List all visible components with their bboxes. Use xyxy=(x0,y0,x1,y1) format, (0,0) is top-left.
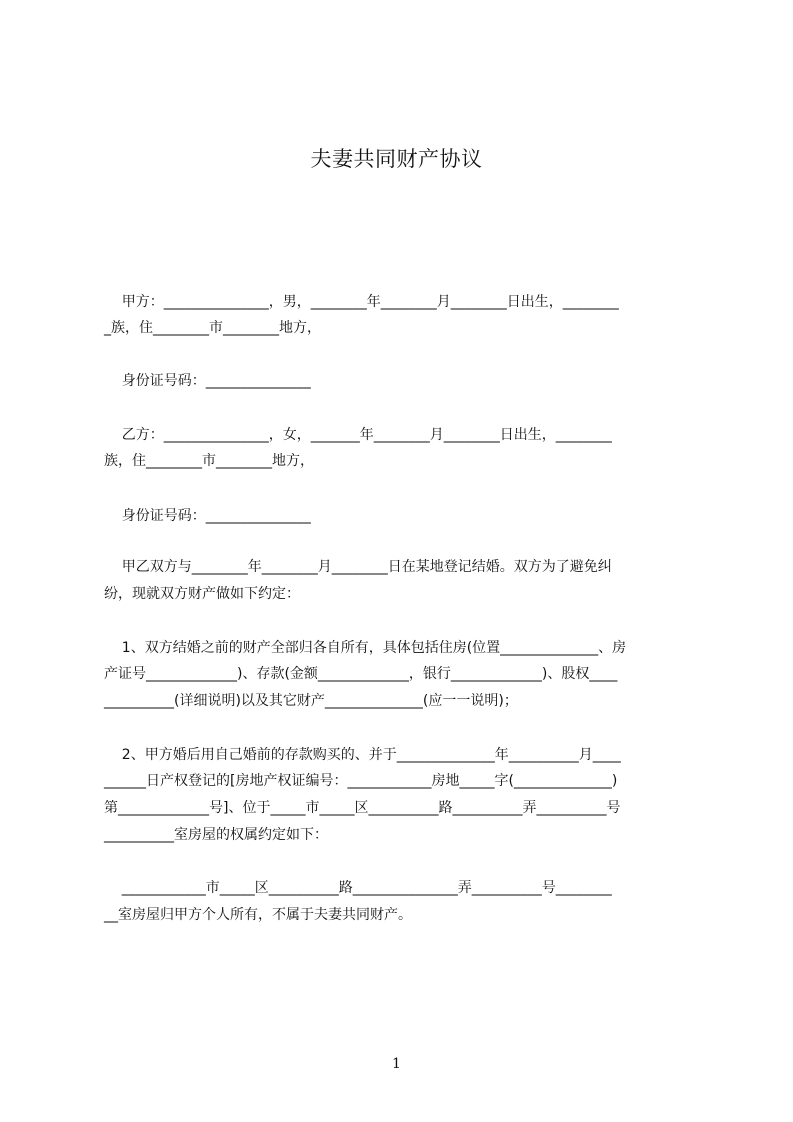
party-a-line-1: 甲方：_______________，男，________年________月________日出生，________ xyxy=(104,294,619,310)
clause-2-line-1: 2、甲方婚后用自己婚前的存款购买的、并于______________年__________月____ xyxy=(104,747,621,763)
clause-1-line-3: __________(详细说明)以及其它财产______________(应一一说明)； xyxy=(104,693,518,709)
clause-1-line-1: 1、双方结婚之前的财产全部归各自所有，具体包括住房(位置______________、房 xyxy=(104,640,627,656)
party-b-id-line: 身份证号码：_______________ xyxy=(104,508,311,524)
document-title: 夫妻共同财产协议 xyxy=(310,147,483,171)
clause-1-line-2: 产证号_____________)、存款(金额_____________，银行_____________)、股权____ xyxy=(104,666,618,682)
clause-2-detail-line-1: ____________市_____区__________路_______________弄__________号________ xyxy=(104,880,612,896)
clause-2-detail-line-2: __室房屋归甲方个人所有，不属于夫妻共同财产。 xyxy=(104,907,412,923)
preamble-line-1: 甲乙双方与________年________月________日在某地登记结婚。双方为了避免纠 xyxy=(104,559,612,575)
page-number: 1 xyxy=(392,1056,401,1072)
preamble-line-2: 纷，现就双方财产做如下约定： xyxy=(104,586,300,602)
clause-2-line-2: ______日产权登记的[房地产权证编号：____________房地_____字(______________) xyxy=(104,773,618,789)
party-b-line-2: 族，住________市________地方， xyxy=(104,453,314,469)
clause-2-line-4: __________室房屋的权属约定如下： xyxy=(104,827,328,843)
party-a-id-line: 身份证号码：_______________ xyxy=(104,373,311,389)
party-a-line-2: _族，住________市________地方， xyxy=(104,320,321,336)
clause-2-line-3: 第_____________号]、位于_____市_____区__________路__________弄__________号 xyxy=(104,800,621,816)
party-b-line-1: 乙方：_______________，女，_______年________月________日出生，________ xyxy=(104,427,612,443)
